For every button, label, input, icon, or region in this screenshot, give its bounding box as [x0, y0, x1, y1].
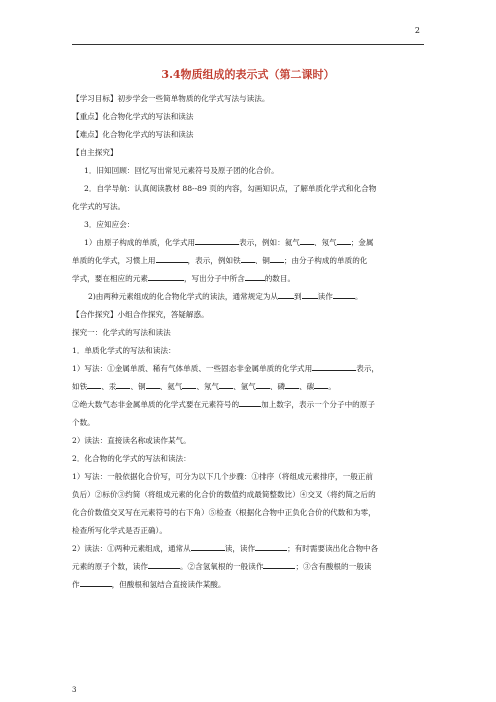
text: ②绝大数气态非金属单质的化学式要在元素符号的	[72, 400, 240, 409]
compound-writing-cont2: 化合价数值交叉写在元素符号的右下角）⑤检查（根据化合物中正负化合价的代数和为零，	[72, 508, 376, 517]
compound-reading-cont2	[72, 576, 424, 594]
text: 到	[294, 292, 302, 301]
fill-blank[interactable]	[182, 380, 196, 389]
text: 作	[72, 580, 80, 589]
text: 2)由两种元素组成的化合物化学式的读法，通常规定为从	[88, 292, 279, 301]
must-know-1-cont2	[72, 270, 424, 288]
compound-writing-cont3: 检查所写化学式是否正确）。	[72, 526, 167, 535]
element-writing	[72, 360, 424, 378]
text: 。	[354, 292, 363, 301]
fill-blank[interactable]	[278, 290, 294, 299]
fill-blank[interactable]	[219, 380, 233, 389]
text: 学式，要在相应的元素	[72, 274, 148, 283]
element-reading: 2）读法：直接读名称或读作某气。	[72, 436, 191, 445]
text: 。	[328, 382, 336, 391]
text: 如铁	[72, 382, 88, 391]
self-study-guide-cont: 化学式的写法。	[72, 202, 126, 211]
text: 的数目。	[264, 274, 296, 283]
text: ，但酸根和氢结合直接读作某酸。	[111, 580, 226, 589]
fill-blank[interactable]	[314, 380, 328, 389]
must-know-heading: 3．应知应会：	[84, 220, 135, 229]
text: 、氦气	[159, 382, 183, 391]
fill-blank[interactable]	[312, 362, 356, 371]
fill-blank[interactable]	[245, 272, 265, 281]
text: 读，读作	[224, 544, 256, 553]
element-examples	[72, 378, 424, 396]
text: 1）写法：①金属单质、稀有气体单质、一些固态非金属单质的化学式用	[72, 364, 313, 373]
text: 、氖气	[313, 238, 337, 247]
fill-blank[interactable]	[337, 236, 351, 245]
document-title: 3.4物质组成的表示式（第二课时）	[161, 68, 335, 81]
text: 表示，	[356, 364, 380, 373]
text: ，写出分子中所含	[183, 274, 245, 283]
text: ，表示，例如铁	[187, 256, 241, 265]
text: ；③含有酸根的一般读	[295, 562, 372, 571]
text: 、铜	[130, 382, 146, 391]
fill-blank[interactable]	[263, 560, 295, 569]
fill-blank[interactable]	[148, 560, 180, 569]
inquiry-1-heading: 探究一：化学式的写法和读法	[72, 328, 171, 337]
fill-blank[interactable]	[285, 380, 299, 389]
must-know-1-cont	[72, 252, 424, 270]
header-page-number: 2	[414, 26, 420, 35]
text: 1）由原子构成的单质，化学式用	[84, 238, 196, 247]
compound-writing-cont1: 负后）②标价③约简（将组成元素的化合价的数值约成最简整数比）④交叉（将约简之后的	[72, 490, 376, 499]
learning-goal: 【学习目标】初步学会一些简单物质的化学式写法与读法。	[72, 94, 270, 103]
compound-reading-cont	[72, 558, 424, 576]
fill-blank[interactable]	[156, 254, 188, 263]
fill-blank[interactable]	[191, 542, 225, 551]
fill-blank[interactable]	[333, 290, 355, 299]
fill-blank[interactable]	[195, 236, 239, 245]
text: 、氩气	[233, 382, 256, 391]
fill-blank[interactable]	[80, 578, 112, 587]
text: 、汞	[101, 382, 117, 391]
fill-blank[interactable]	[302, 290, 318, 299]
compound-formula-heading: 2．化合物的化学式的写法和读法：	[72, 454, 191, 463]
fill-blank[interactable]	[239, 398, 261, 407]
text: 。②含氢氧根的一般读作	[179, 562, 264, 571]
header-rule	[72, 44, 424, 45]
text: ；由分子构成的单质的化	[283, 256, 368, 265]
fill-blank[interactable]	[87, 380, 101, 389]
text: 、氖气	[196, 382, 220, 391]
review-item: 1．旧知回顾：回忆写出常见元素符号及原子团的化合价。	[84, 166, 279, 175]
must-know-2	[72, 288, 424, 306]
fill-blank[interactable]	[241, 254, 255, 263]
text: 、铜	[254, 256, 270, 265]
element-formula-heading: 1．单质化学式的写法和读法：	[72, 346, 176, 355]
must-know-1	[72, 234, 424, 252]
text: 表示，例如：氦气	[239, 238, 300, 247]
text: 、磷	[269, 382, 286, 391]
footer-page-number: 3	[72, 686, 77, 694]
text: 2）读法：①两种元素组成，通常从	[72, 544, 191, 553]
self-study-heading: 【自主探究】	[72, 148, 118, 157]
document-body	[72, 90, 424, 594]
fill-blank[interactable]	[146, 380, 160, 389]
fill-blank[interactable]	[270, 254, 284, 263]
text: 、碳	[299, 382, 315, 391]
text: 加上数字，表示一个分子中的原子	[261, 400, 375, 409]
self-study-guide: 2．自学导航：认真阅读教材 88--89 页的内容，勾画知识点，了解单质化学式和化合物	[84, 184, 377, 193]
gas-element-rule-cont: 个数。	[72, 418, 95, 427]
text: ；有时需要读出化合物中各	[287, 544, 379, 553]
fill-blank[interactable]	[148, 272, 184, 281]
text: 读作	[317, 292, 333, 301]
difficult-point: 【难点】化合物化学式的写法和读法	[72, 130, 194, 139]
key-point: 【重点】化合物化学式的写法和读法	[72, 112, 194, 121]
fill-blank[interactable]	[256, 380, 270, 389]
fill-blank[interactable]	[300, 236, 314, 245]
gas-element-rule	[72, 396, 424, 414]
fill-blank[interactable]	[116, 380, 130, 389]
compound-reading	[72, 540, 424, 558]
text: ；金属	[350, 238, 374, 247]
compound-writing: 1）写法：一般依据化合价写，可分为以下几个步骤：①排序（将组成元素排序，一般正前	[72, 472, 373, 481]
text: 单质的化学式，习惯上用	[72, 256, 156, 265]
cooperation-heading: 【合作探究】小组合作探究，答疑解惑。	[72, 310, 209, 319]
fill-blank[interactable]	[255, 542, 287, 551]
text: 元素的原子个数，读作	[72, 562, 148, 571]
